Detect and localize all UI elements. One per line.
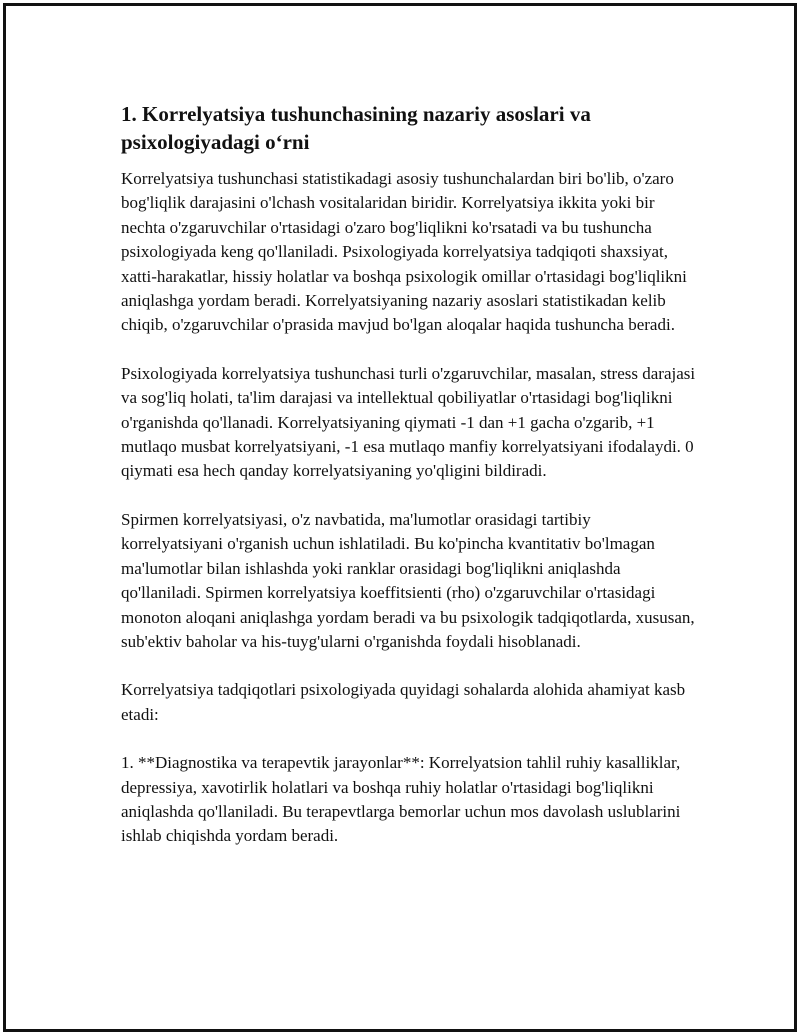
paragraph-fields-intro: Korrelyatsiya tadqiqotlari psixologiyada quyidagi sohalarda alohida ahamiyat kasb etadi:: [121, 680, 686, 724]
section-heading: 1. Korrelyatsiya tushunchasining nazariy asoslari va psixologiyadagi o‘rni: [121, 102, 591, 154]
list-item-diagnostics: 1. **Diagnostika va terapevtik jarayonlar**: Korrelyatsion tahlil ruhiy kasalliklar, depressiya, xavotirlik holatlari va boshqa ruhiy holatlar o'rtasidagi bog'liqlikni aniqlashda qo'llaniladi. Bu terapevtlarga bemorlar uchun mos davolash uslublarini ishlab chiqishda yordam beradi.: [121, 753, 681, 846]
paragraph-spearman: Spirmen korrelyatsiyasi, o'z navbatida, ma'lumotlar orasidagi tartibiy korrelyatsiyani o'rganish uchun ishlatiladi. Bu ko'pincha kvantitativ bo'lmagan ma'lumotlar bilan ishlashda yoki ranklar orasidagi bog'liqlikni aniqlashda qo'llaniladi. Spirmen korrelyatsiya koeffitsienti (rho) o'zgaruvchilar o'rtasidagi monoton aloqani aniqlashga yordam beradi va bu psixologik tadqiqotlarda, xususan, sub'ektiv baholar va his-tuyg'ularni o'rganishda foydali hisoblanadi.: [121, 509, 695, 651]
paragraph-intro: Korrelyatsiya tushunchasi statistikadagi asosiy tushunchalardan biri bo'lib, o'zaro bog'liqlik darajasini o'lchash vositalaridan biridir. Korrelyatsiya ikkita yoki bir nechta o'zgaruvchilar o'rtasidagi o'zaro bog'liqlikni ko'rsatadi va bu tushuncha psixologiyada keng qo'llaniladi. Psixologiyada korrelyatsiya tadqiqoti shaxsiyat, xatti-harakatlar, hissiy holatlar va boshqa psixologik omillar o'rtasidagi bog'liqlikni aniqlashga yordam beradi. Korrelyatsiyaning nazariy asoslari statistikadan kelib chiqib, o'zgaruvchilar o'prasida mavjud bo'lgan aloqalar haqida tushuncha beradi.: [121, 169, 687, 335]
document-body: [121, 100, 696, 873]
paragraph-psychology-usage: Psixologiyada korrelyatsiya tushunchasi turli o'zgaruvchilar, masalan, stress darajasi va sog'liq holati, ta'lim darajasi va intellektual qobiliyatlar o'rtasidagi bog'liqlikni o'rganishda qo'llanadi. Korrelyatsiyaning qiymati -1 dan +1 gacha o'zgarib, +1 mutlaqo musbat korrelyatsiyani, -1 esa mutlaqo manfiy korrelyatsiyani ifodalaydi. 0 qiymati esa hech qanday korrelyatsiyaning yo'qligini bildiradi.: [121, 363, 696, 481]
page-frame: [3, 3, 797, 1032]
